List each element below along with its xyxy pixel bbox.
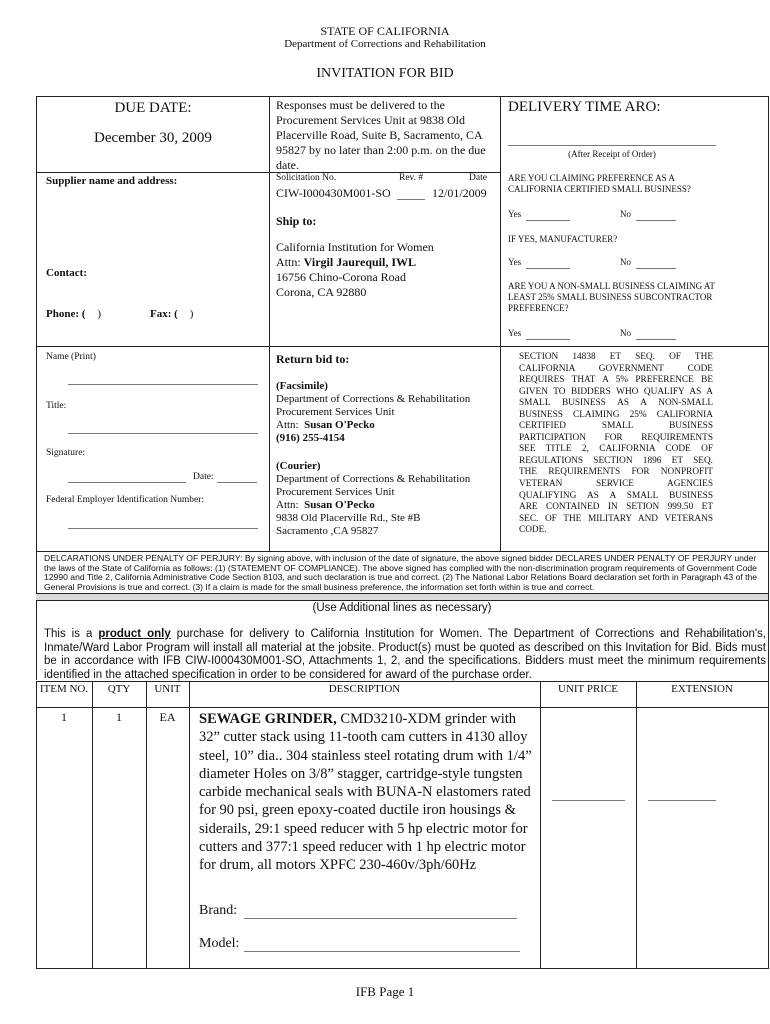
responses-instructions: Responses must be delivered to the Procurement Services Unit at 9838 Old Placerville Road, Suite B, Sacramento, CA 95827 by no later than 2:00 p.m. on the due date. bbox=[276, 98, 486, 172]
fax-attn-name: Susan O'Pecko bbox=[304, 419, 375, 431]
solicitation-no-label: Solicitation No. bbox=[276, 173, 337, 183]
section-note-line: SEE TITLE 2, CALIFORNIA CODE OF bbox=[519, 444, 713, 455]
return-bid-label: Return bid to: bbox=[276, 352, 350, 366]
courier-heading: (Courier) bbox=[276, 460, 321, 472]
product-name: SEWAGE GRINDER, bbox=[199, 711, 337, 727]
section-note-line: CODE. bbox=[519, 525, 547, 536]
additional-lines-note: (Use Additional lines as necessary) bbox=[312, 602, 492, 614]
delivery-time-field[interactable] bbox=[508, 145, 716, 146]
phone-label: Phone: ( bbox=[46, 308, 86, 320]
pref3-yes-field[interactable] bbox=[526, 339, 570, 340]
solicitation-number: CIW-I000430M001-SO bbox=[276, 186, 391, 200]
section-note-line: SEC. OF THE MILITARY AND VETERANS bbox=[519, 513, 713, 524]
intro-part-2: purchase for delivery to California Institution for Women. The Department of Corrections and Rehabilitation's, Inmate/Ward Labor Program will install all material at the jobsite. Product(s) must be quoted as described on this Invitation for Bid. Bids must be in accordance with IFB CIW-I000430M001-SO, Attachments 1, 2, and the specifications. Bidders must meet the minimum requirements identified in the attached specification in order to be considered for award of the purchase order. bbox=[44, 628, 766, 681]
courier-department: Department of Corrections & Rehabilitation bbox=[276, 473, 471, 485]
row-description bbox=[199, 710, 537, 875]
ship-to-line1: California Institution for Women bbox=[276, 240, 434, 254]
intro-paragraph bbox=[44, 628, 766, 682]
solicitation-date: 12/01/2009 bbox=[432, 186, 487, 200]
perjury-declaration: DELCARATIONS UNDER PENALTY OF PERJURY: By signing above, with inclusion of the date of signature, the above signed bidder DECLARES UNDER PENALTY OF PERJURY under the laws of the State of California as follows: (1) (STATEMENT OF COMPLIANCE). The above signed has complied with the non-discrimination program requirements of Government Code 12990 and Title 2, California Administrative Code Section 8103, and such declaration is true and correct. (2) The National Labor Relations Board declaration set forth in Paragraph 43 of the General Provisions is true and correct. (3) If a claim is made for the small business preference, the information set forth within is true and correct. bbox=[44, 553, 758, 592]
print-name-label: Name (Print) bbox=[46, 352, 96, 362]
brand-field[interactable] bbox=[244, 918, 517, 919]
manufacturer-question: IF YES, MANUFACTURER? bbox=[508, 234, 618, 244]
pref3-yes-label: Yes bbox=[508, 328, 522, 338]
courier-attn-prefix: Attn: bbox=[276, 499, 299, 511]
row-item-no: 1 bbox=[61, 710, 67, 724]
section-note-line: PARTICIPATION FOR REQUIREMENTS bbox=[519, 432, 713, 443]
preference-question-3: ARE YOU A NON-SMALL BUSINESS CLAIMING AT LEAST 25% SMALL BUSINESS SUBCONTRACTOR PREFERENCE? bbox=[508, 281, 715, 313]
fax-unit: Procurement Services Unit bbox=[276, 406, 395, 418]
title-field[interactable] bbox=[68, 433, 258, 434]
ship-to-label: Ship to: bbox=[276, 214, 317, 228]
ship-to-attn-name: Virgil Jaurequil, IWL bbox=[303, 255, 417, 269]
section-note-line: BUSINESS CLAIMING 25% CALIFORNIA bbox=[519, 409, 713, 420]
col-header-extension: EXTENSION bbox=[671, 683, 733, 695]
pref1-no-label: No bbox=[620, 209, 631, 219]
product-only-emphasis: product only bbox=[98, 628, 171, 640]
pref1-no-field[interactable] bbox=[636, 220, 676, 221]
col-header-item: ITEM NO. bbox=[39, 683, 89, 695]
section-note-line: SMALL BUSINESS AS A NON-SMALL bbox=[519, 398, 713, 409]
pref2-no-label: No bbox=[620, 257, 631, 267]
section-note-line: REQUIRES THAT A 5% PREFERENCE BE bbox=[519, 375, 713, 386]
courier-attn bbox=[276, 499, 470, 512]
section-14838-note bbox=[519, 352, 713, 537]
courier-attn-name: Susan O'Pecko bbox=[304, 499, 375, 511]
section-note-line: CALIFORNIA GOVERNMENT CODE bbox=[519, 363, 713, 374]
row-unit: EA bbox=[159, 710, 176, 724]
page-number: IFB Page 1 bbox=[355, 984, 415, 999]
signature-label: Signature: bbox=[46, 448, 86, 458]
due-date-label: DUE DATE: bbox=[114, 100, 192, 116]
fein-field[interactable] bbox=[68, 528, 258, 529]
fax-attn bbox=[276, 419, 470, 432]
fax-close: ) bbox=[189, 308, 194, 320]
col-header-unit-price: UNIT PRICE bbox=[558, 683, 618, 695]
solicitation-date-label: Date bbox=[469, 173, 487, 183]
pref3-no-field[interactable] bbox=[636, 339, 676, 340]
courier-unit: Procurement Services Unit bbox=[276, 486, 395, 498]
department-heading: Department of Corrections and Rehabilitation bbox=[284, 38, 486, 50]
due-date-value: December 30, 2009 bbox=[94, 130, 212, 146]
page-title: INVITATION FOR BID bbox=[316, 66, 454, 81]
title-label: Title: bbox=[46, 401, 67, 411]
signature-field[interactable] bbox=[68, 482, 186, 483]
pref2-no-field[interactable] bbox=[636, 268, 676, 269]
extension-field[interactable] bbox=[648, 800, 716, 801]
phone-close: ) bbox=[97, 308, 102, 320]
pref3-no-label: No bbox=[620, 328, 631, 338]
pref1-yes-field[interactable] bbox=[526, 220, 570, 221]
section-note-line: QUALIFYING AS A SMALL BUSINESS bbox=[519, 490, 713, 501]
fax-attn-prefix: Attn: bbox=[276, 419, 299, 431]
after-receipt-note: (After Receipt of Order) bbox=[568, 149, 656, 159]
fax-phone: (916) 255-4154 bbox=[276, 432, 345, 444]
section-note-line: CERTIFIED SMALL BUSINESS bbox=[519, 421, 713, 432]
model-field[interactable] bbox=[244, 951, 520, 952]
brand-label: Brand: bbox=[199, 903, 238, 918]
revision-field[interactable] bbox=[397, 199, 425, 200]
section-note-line: REGULATIONS SECTION 1896 ET SEQ. bbox=[519, 455, 713, 466]
phone-field[interactable] bbox=[46, 308, 101, 320]
section-note-line: GIVEN TO BIDDERS WHO QUALIFY AS A bbox=[519, 386, 713, 397]
pref2-yes-label: Yes bbox=[508, 257, 522, 267]
section-note-line: SECTION 14838 ET SEQ. OF THE bbox=[519, 352, 713, 362]
pref2-yes-field[interactable] bbox=[526, 268, 570, 269]
product-specs: CMD3210-XDM grinder with 32” cutter stack using 11-tooth cam cutters in 4130 alloy steel, 10” dia.. 304 stainless steel rotating drum with 1/4” diameter Holes on 3/8” stagger, cartridge-style tungsten carbide mechanical seals with BUNA-N elastomers rated for 90 psi, green epoxy-coated ductile iron housings & siderails, 29:1 speed reducer with 5 hp electric motor for cutters and 377:1 speed reducer with 1 hp electric motor for drum, all motors XPFC 230-460v/3ph/60Hz bbox=[199, 711, 532, 874]
print-name-field[interactable] bbox=[68, 384, 258, 385]
revision-label: Rev. # bbox=[399, 173, 424, 183]
col-header-unit: UNIT bbox=[154, 683, 181, 695]
return-bid-courier-block bbox=[276, 460, 470, 538]
delivery-time-label: DELIVERY TIME ARO: bbox=[508, 99, 661, 115]
section-note-line: THE REQUIREMENTS FOR NONPROFIT bbox=[519, 467, 713, 478]
row-qty: 1 bbox=[116, 710, 122, 724]
return-bid-fax-block bbox=[276, 380, 470, 445]
section-note-line: VETERAN SERVICE AGENCIES bbox=[519, 479, 713, 490]
pref1-yes-label: Yes bbox=[508, 209, 522, 219]
ship-to-line4: Corona, CA 92880 bbox=[276, 285, 367, 299]
unit-price-field[interactable] bbox=[552, 800, 625, 801]
preference-question-1: ARE YOU CLAIMING PREFERENCE AS A CALIFORNIA CERTIFIED SMALL BUSINESS? bbox=[508, 173, 691, 194]
fax-field[interactable] bbox=[150, 308, 193, 320]
fein-label: Federal Employer Identification Number: bbox=[46, 495, 205, 505]
intro-part-1: This is a bbox=[44, 628, 99, 640]
signature-date-label: Date: bbox=[193, 472, 214, 482]
ship-to-attn-prefix: Attn: bbox=[276, 255, 304, 269]
ship-to-line3: 16756 Chino-Corona Road bbox=[276, 270, 406, 284]
fax-heading: (Facsimile) bbox=[276, 380, 328, 392]
courier-address-2: Sacramento ,CA 95827 bbox=[276, 525, 379, 537]
courier-address-1: 9838 Old Placerville Rd., Ste #B bbox=[276, 512, 421, 524]
col-header-description: DESCRIPTION bbox=[328, 683, 401, 695]
fax-department: Department of Corrections & Rehabilitation bbox=[276, 393, 471, 405]
supplier-name-label: Supplier name and address: bbox=[46, 175, 178, 187]
contact-label: Contact: bbox=[46, 267, 87, 279]
model-label: Model: bbox=[199, 936, 240, 951]
fax-label: Fax: ( bbox=[150, 308, 178, 320]
section-note-line: ARE CONTAINED IN SETION 999.50 ET bbox=[519, 502, 713, 513]
state-heading: STATE OF CALIFORNIA bbox=[320, 24, 450, 38]
signature-date-field[interactable] bbox=[217, 482, 257, 483]
col-header-qty: QTY bbox=[107, 683, 131, 695]
ship-to-attn bbox=[276, 255, 416, 270]
